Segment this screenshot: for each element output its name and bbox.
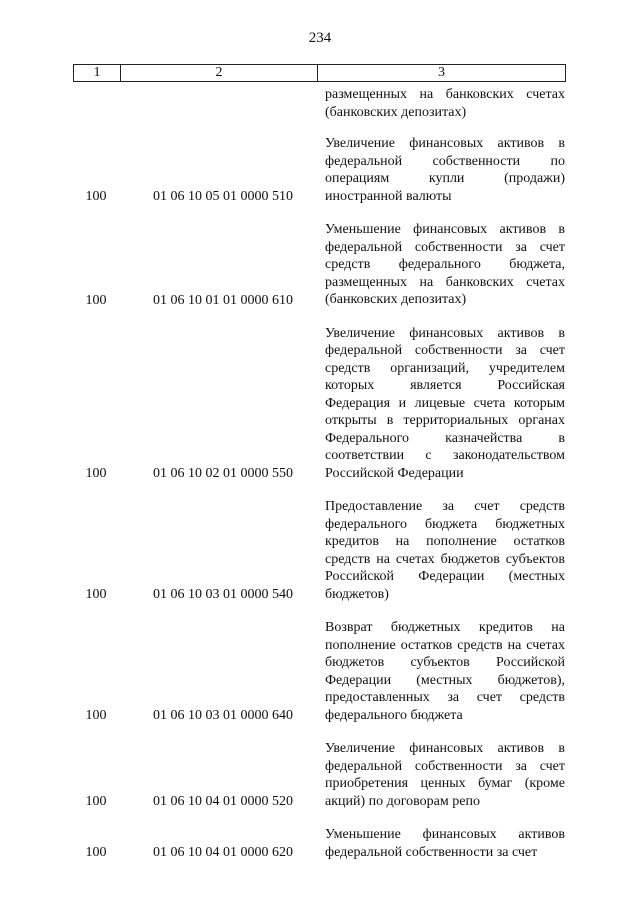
column-header-1: 1 (74, 65, 121, 82)
table-row (73, 826, 566, 861)
admin-code-cell: 100 (85, 466, 107, 481)
column-header-row (74, 65, 566, 82)
description-cell: Предоставление за счет средств федерального бюджета бюджетных кредитов на пополнение остатков средств на счетах бюджетов субъектов Российской Федерации (местных бюджетов) (325, 499, 565, 602)
description-cell: Уменьшение финансовых активов в федеральной собственности за счет средств федерального бюджета, размещенных на банковских счетах (банковских депозитах) (325, 222, 565, 307)
table-row (73, 325, 566, 483)
description-cell: Увеличение финансовых активов в федеральной собственности по операциям купли (продажи) иностранной валюты (325, 136, 565, 204)
admin-code-cell: 100 (85, 587, 107, 602)
admin-code-cell: 100 (85, 708, 107, 723)
table-body (73, 86, 566, 877)
budget-code-cell: 01 06 10 03 01 0000 640 (153, 708, 293, 723)
description-cell: размещенных на банковских счетах (банковских депозитах) (325, 87, 565, 120)
table-row (73, 221, 566, 309)
admin-code-cell: 100 (85, 794, 107, 809)
description-cell: Увеличение финансовых активов в федеральной собственности за счет средств организаций, учредителем которых является Российская Федерация и лицевые счета которым открыты в территориальных органах Федерального казначейства в соответствии с законодательством Российской Федерации (325, 325, 565, 481)
column-header-3: 3 (318, 65, 566, 82)
description-cell: Увеличение финансовых активов в федеральной собственности за счет приобретения ценных бумаг (кроме акций) по договорам репо (325, 741, 565, 809)
admin-code-cell: 100 (85, 845, 107, 860)
budget-code-cell: 01 06 10 03 01 0000 540 (153, 587, 293, 602)
budget-code-cell: 01 06 10 02 01 0000 550 (153, 466, 293, 481)
table-row (73, 135, 566, 205)
table-row (73, 498, 566, 603)
admin-code-cell: 100 (85, 189, 107, 204)
table-row (73, 619, 566, 724)
page-number: 234 (308, 30, 332, 46)
column-header-2: 2 (121, 65, 318, 82)
budget-code-cell: 01 06 10 05 01 0000 510 (153, 189, 293, 204)
description-cell: Уменьшение финансовых активов федеральной собственности за счет (325, 827, 565, 860)
table-row (73, 740, 566, 810)
budget-code-cell: 01 06 10 04 01 0000 520 (153, 794, 293, 809)
description-cell: Возврат бюджетных кредитов на пополнение остатков средств на счетах бюджетов субъектов Российской Федерации (местных бюджетов), предоставленных за счет средств федерального бюджета (325, 620, 565, 723)
column-header-table (73, 64, 566, 82)
budget-code-cell: 01 06 10 04 01 0000 620 (153, 845, 293, 860)
budget-code-cell: 01 06 10 01 01 0000 610 (153, 292, 293, 308)
table-row-continuation (73, 86, 566, 121)
admin-code-cell: 100 (85, 292, 107, 308)
